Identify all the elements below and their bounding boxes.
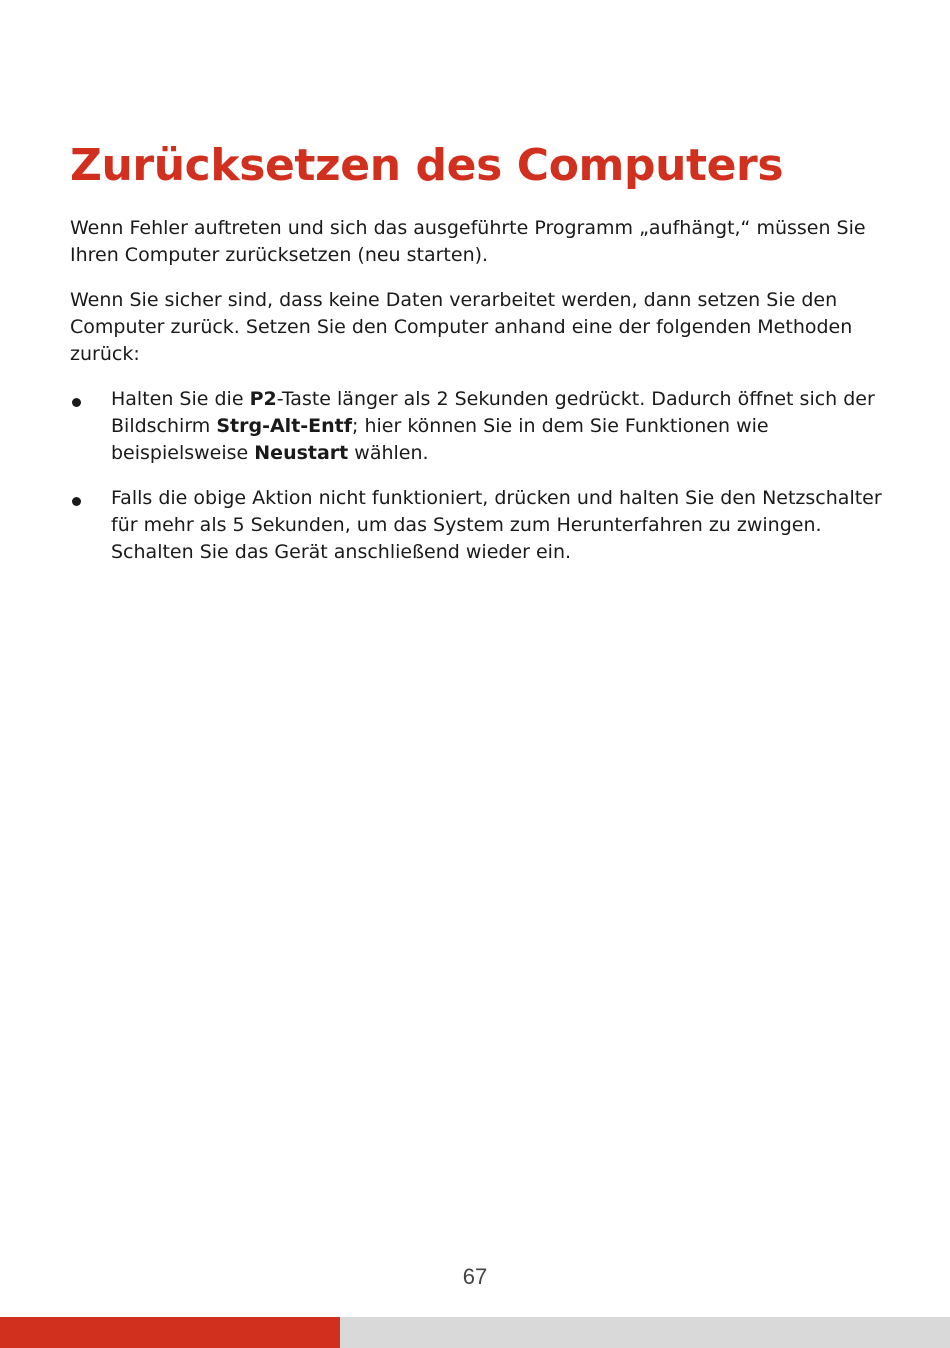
content-body: [70, 215, 890, 584]
bullet-list: [70, 386, 890, 566]
bullet-text: ; hier können Sie in dem Sie Funktionen wie beispielsweise: [111, 415, 769, 464]
screen-name: Strg-Alt-Entf: [216, 415, 353, 437]
bullet-text: -Taste länger als 2 Sekunden gedrückt. Dadurch öffnet sich der Bildschirm: [111, 388, 875, 437]
footer-bar-gray: [340, 1317, 950, 1348]
paragraph-methods: Wenn Sie sicher sind, dass keine Daten verarbeitet werden, dann setzen Sie den Computer zurück. Setzen Sie den Computer anhand eine der folgenden Methoden zurück:: [70, 289, 853, 365]
paragraph-intro: Wenn Fehler auftreten und sich das ausgeführte Programm „aufhängt,“ müssen Sie Ihren Computer zurücksetzen (neu starten).: [70, 217, 866, 266]
list-item: [70, 485, 890, 566]
key-name: P2: [249, 388, 277, 410]
page-title: Zurücksetzen des Computers: [70, 140, 784, 191]
bullet-icon: [72, 398, 81, 407]
function-name: Neustart: [254, 442, 349, 464]
list-item: [70, 386, 890, 467]
bullet-icon: [72, 497, 81, 506]
bullet-text: Halten Sie die: [111, 388, 250, 410]
page-number: 67: [462, 1264, 488, 1289]
bullet-text: Falls die obige Aktion nicht funktioniert, drücken und halten Sie den Netzschalter für mehr als 5 Sekunden, um das System zum Herunterfahren zu zwingen. Schalten Sie das Gerät anschließend wieder ein.: [111, 487, 882, 563]
footer-bar: [0, 1317, 950, 1348]
footer-bar-accent: [0, 1317, 340, 1348]
bullet-text: wählen.: [348, 442, 429, 464]
